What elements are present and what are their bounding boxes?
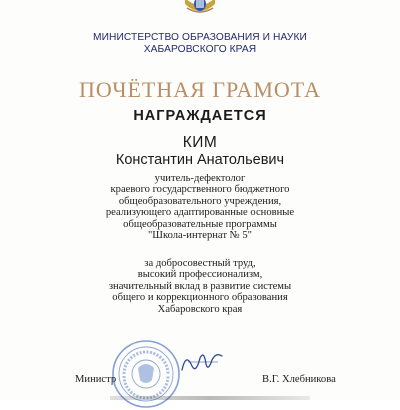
ministry-name-line2: ХАБАРОВСКОГО КРАЯ [143, 44, 257, 55]
reason-line: за добросовестный труд, [144, 258, 256, 269]
position-line: учитель-дефектолог [154, 173, 246, 184]
signer-title: Министр [75, 374, 117, 385]
recipient-surname: КИМ [182, 134, 218, 151]
reason-line: высокий профессионализм, [137, 269, 263, 281]
reason-line: Хабаровского края [157, 303, 243, 315]
reason-line: значительный вклад в развитие системы [108, 280, 292, 292]
position-line: "Школа-интернат № 5" [147, 230, 252, 242]
recipient-position [0, 173, 400, 241]
signer-name: В.Г. Хлебникова [262, 374, 336, 385]
position-line: краевого государственного бюджетного [110, 184, 290, 196]
certificate-title: ПОЧЁТНАЯ ГРАМОТА [78, 77, 322, 102]
coat-of-arms-emblem [177, 0, 223, 16]
reason-line: общего и коррекционного образования [112, 292, 288, 304]
position-line: общеобразовательные программы [123, 218, 277, 230]
cropped-footer-text [110, 396, 310, 400]
handwritten-signature [178, 348, 226, 378]
awarded-heading: НАГРАЖДАЕТСЯ [133, 108, 267, 124]
position-line: реализующего адаптированные основные [105, 207, 295, 219]
position-line: общеобразовательного учреждения, [118, 195, 282, 207]
ministry-name-line1: МИНИСТЕРСТВО ОБРАЗОВАНИЯ И НАУКИ [93, 32, 307, 43]
recipient-name: Константин Анатольевич [115, 152, 285, 168]
award-reason [0, 258, 400, 315]
